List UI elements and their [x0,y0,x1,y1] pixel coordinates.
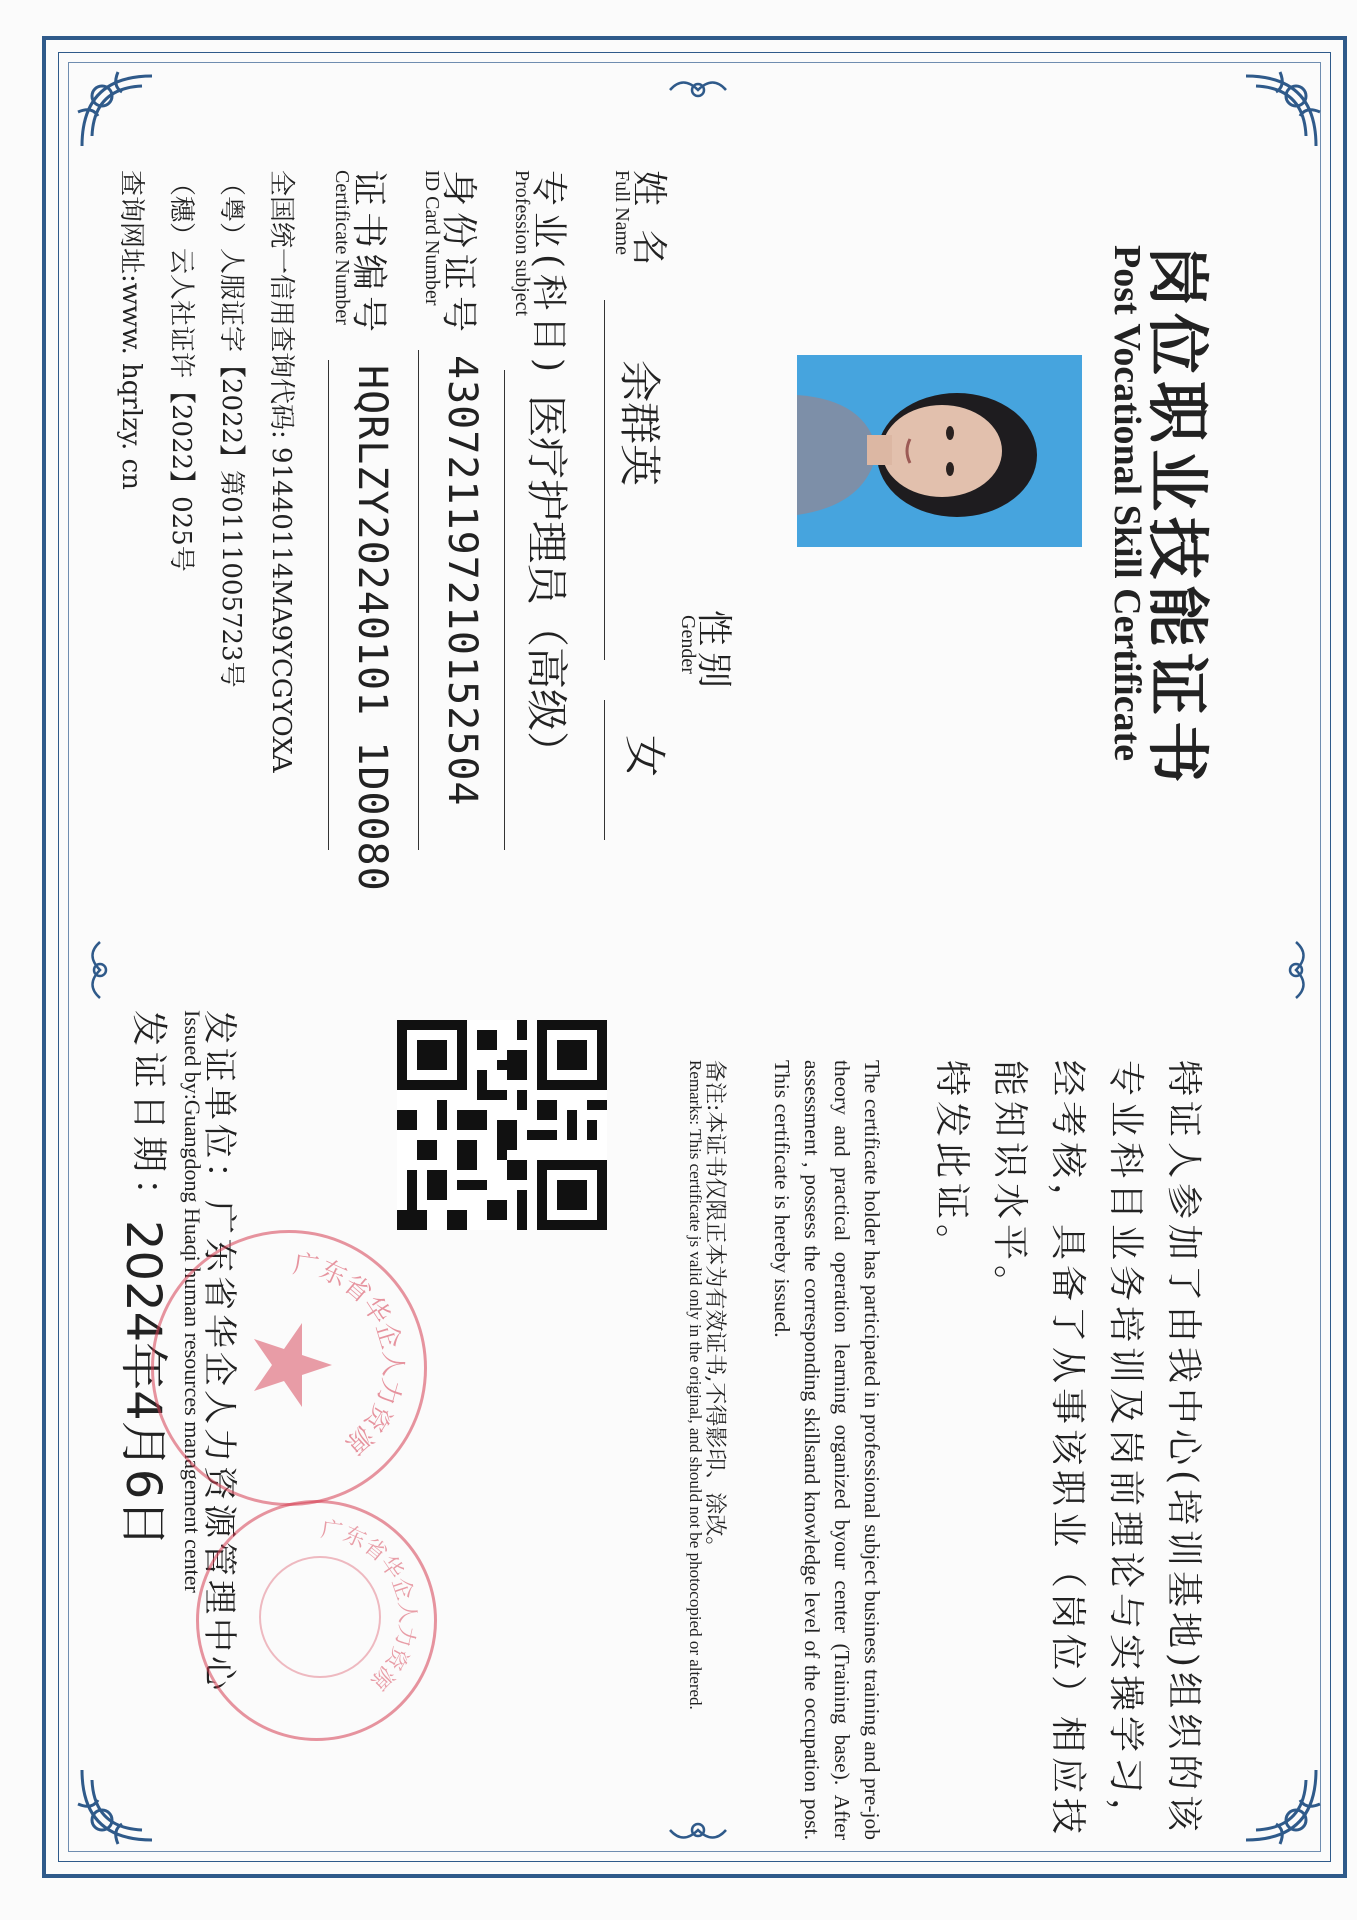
name-label: 姓 名 [628,170,669,272]
cert-number-label: 证书编号 [348,170,389,339]
remark-en: Remarks: This certificate js valid only in the original, and should not be photocopied or altered. [686,1060,705,1710]
id-label: 身份证号 [438,170,479,339]
portrait-image [797,355,1082,547]
cert-number: HQRLZY20240101 1D0080 [349,365,395,892]
id-underline [418,350,419,850]
id-number: 430721197210152504 [439,355,485,807]
profession-label-en: Profession subject [511,170,533,317]
statement-end: 特发此证。 [931,1060,972,1266]
id-label-en: ID Card Number [421,170,443,306]
qr-code [397,1020,607,1230]
issue-date: 2024年4月6日 [115,1220,171,1548]
query-website: 查询网址:www. hqrlzy. cn [116,170,146,490]
holder-profession: 医疗护理员（高级） [522,395,571,774]
certificate-title: 岗位职业技能证书 [1141,245,1214,790]
gender-label-en: Gender [677,615,699,674]
seal-text: 广东省华企人力资源 [291,1249,408,1460]
credit-code: 全国统一信用查询代码: 91440114MA9YCGYOXA [266,170,296,773]
profession-label: 专业(科目) [528,170,569,379]
holder-gender: 女 [620,735,669,778]
license-1: （粤）人服证字【2022】第0111005723号 [216,170,246,688]
gender-label: 性别 [693,610,734,695]
license-2: （穗）云人社证许【2022】025号 [166,170,196,572]
statement-body: 特证人参加了由我中心(培训基地)组织的该专业科目业务培训及岗前理论与实操学习，经考核，具备了从事该职业（岗位）相应技能知识水平。 [989,1060,1204,1840]
seal-ring-icon [205,1503,434,1732]
holder-name: 余群英 [615,360,664,487]
certificate-title-en: Post Vocational Skill Certificate [1106,245,1148,762]
issuer-name: 广东省华企人力资源管理中心 [199,1200,239,1694]
official-seal [151,1230,427,1506]
name-label-en: Full Name [611,170,633,255]
issuer-label: 发证单位： [199,1010,239,1200]
issuer-name-en: Guangdong Huaqi human resources management center [180,1099,205,1593]
svg-text:广东省华企人力资源 [319,1517,419,1694]
statement-en: The certificate holder has participated in professional subject business training and pre-job theory and practical operation learning organized byour center (Training base). After assessment , possess the corresponding skillsand knowledge level of the occupation post. This certificate is hereby issued. [770,1060,884,1840]
svg-text:广东省华企人力资源 [291,1249,407,1459]
cert-underline [328,360,329,850]
gender-underline [604,700,605,840]
second-seal [196,1500,437,1741]
cert-number-label-en: Certificate Number [331,170,353,325]
remark-cn: 备注:本证书仅限正本为有效证书,不得影印、涂改。 [702,1060,727,1559]
name-underline [604,300,605,660]
profession-underline [504,370,505,850]
statement-cn [922,1060,1212,1860]
holder-photo [797,355,1082,547]
issuer-label-en: Issued by: [180,1010,205,1100]
date-label: 发证日期： [128,1010,169,1221]
seal-star-icon [160,1233,424,1497]
seal-text: 广东省华企人力资源 [319,1517,420,1694]
